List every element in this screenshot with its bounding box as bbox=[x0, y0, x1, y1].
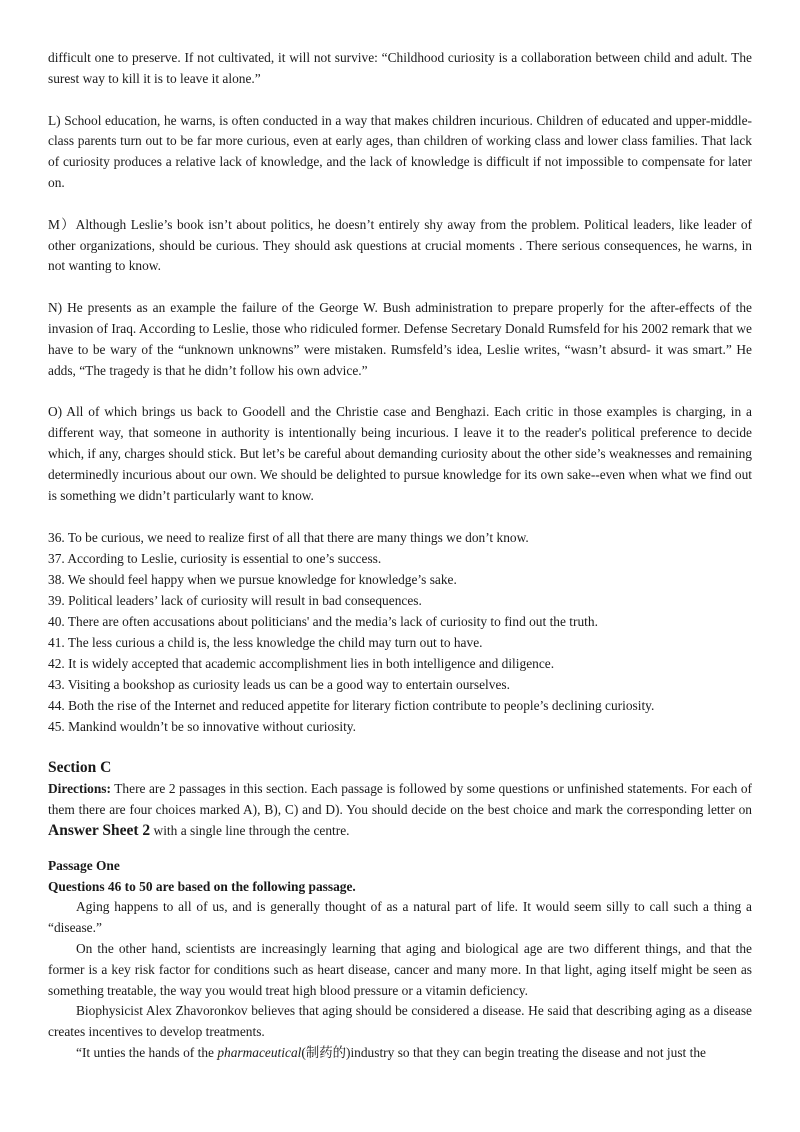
answer-sheet-label: Answer Sheet 2 bbox=[48, 822, 151, 839]
paragraph-4-start: “It unties the hands of the bbox=[76, 1044, 218, 1060]
passage-paragraph-3: Biophysicist Alex Zhavoronkov believes that aging should be considered a disease. He said that describing aging as a disease creates incentives to develop treatments. bbox=[48, 1003, 752, 1040]
intro-paragraph: difficult one to preserve. If not cultivated, it will not survive: “Childhood curiosity is a collaboration between child and adult. The surest way to kill it is to leave it alone.” bbox=[48, 50, 752, 86]
statement-44: 44. Both the rise of the Internet and reduced appetite for literary fiction contribute to people’s declining curiosity. bbox=[48, 697, 655, 713]
statement-list bbox=[48, 528, 752, 737]
pharmaceutical-term: pharmaceutical bbox=[217, 1044, 302, 1060]
paragraph-n: N) He presents as an example the failure of the George W. Bush administration to prepare properly for the after-effects of the invasion of Iraq. According to Leslie, those who ridiculed former. Defense Secretary Donald Rumsfeld for his 2002 remark that we have to be wary of the “unknown unknowns” were mistaken. Rumsfeld’s idea, Leslie writes, “wasn’t absurd- it was smart.” He adds, “The tragedy is that he didn’t follow his own advice.” bbox=[48, 300, 752, 378]
statement-41: 41. The less curious a child is, the less knowledge the child may turn out to have. bbox=[48, 634, 483, 650]
directions-end: with a single line through the centre. bbox=[150, 823, 350, 838]
passage-paragraph-1: Aging happens to all of us, and is generally thought of as a natural part of life. It would seem silly to call such a thing a “disease.” bbox=[48, 899, 752, 936]
statement-36: 36. To be curious, we need to realize first of all that there are many things we don’t know. bbox=[48, 530, 529, 546]
statement-43: 43. Visiting a bookshop as curiosity leads us can be a good way to entertain ourselves. bbox=[48, 676, 510, 692]
statement-37: 37. According to Leslie, curiosity is essential to one’s success. bbox=[48, 551, 382, 567]
statement-42: 42. It is widely accepted that academic accomplishment lies in both intelligence and diligence. bbox=[48, 655, 555, 671]
directions-label: Directions: bbox=[48, 781, 111, 797]
document-page bbox=[48, 48, 752, 1064]
statement-38: 38. We should feel happy when we pursue knowledge for knowledge’s sake. bbox=[48, 572, 457, 588]
paragraph-4-end: (制药的)industry so that they can begin treating the disease and not just the bbox=[301, 1044, 706, 1060]
passage-paragraph-4 bbox=[48, 1043, 752, 1064]
statement-45: 45. Mankind wouldn’t be so innovative without curiosity. bbox=[48, 718, 356, 734]
paragraph-l: L) School education, he warns, is often conducted in a way that makes children incurious. Children of educated and upper-middle-class parents turn out to be far more curious, even at early ages, than children of working class and lower class families. That lack of curiosity produces a relative lack of knowledge, and the lack of knowledge is difficult if not impossible to compensate for later on. bbox=[48, 112, 752, 190]
passage-title: Passage One bbox=[48, 857, 120, 873]
paragraph-o: O) All of which brings us back to Goodell and the Christie case and Benghazi. Each critic in those examples is charging, in a different way, that someone in authority is intentionally being incurious. I leave it to the reader's political preference to decide which, if any, charges should stick. But let’s be careful about demanding curiosity about the other side’s weaknesses and remaining determinedly incurious about our own. We should be delighted to pursue knowledge for its own sake--even when what we find out is something we didn’t particularly want to know. bbox=[48, 404, 752, 503]
questions-note: Questions 46 to 50 are based on the following passage. bbox=[48, 878, 356, 894]
section-c-heading: Section C bbox=[48, 759, 112, 777]
paragraph-m: M）Although Leslie’s book isn’t about politics, he doesn’t entirely shy away from the problem. Political leaders, like leader of other organizations, should be curious. They should ask questions at crucial moments . There serious consequences, he warns, in not wanting to know. bbox=[48, 216, 752, 274]
statement-40: 40. There are often accusations about politicians' and the media’s lack of curiosity to find out the truth. bbox=[48, 613, 598, 629]
directions-paragraph bbox=[48, 779, 752, 841]
directions-text: There are 2 passages in this section. Each passage is followed by some questions or unfinished statements. For each of them there are four choices marked A), B), C) and D). You should decide on the best choice and mark the corresponding letter on bbox=[48, 781, 752, 818]
passage-paragraph-2: On the other hand, scientists are increasingly learning that aging and biological age are two different things, and that the former is a key risk factor for conditions such as heart disease, cancer and many more. In that light, aging itself might be seen as something treatable, the way you would treat high blood pressure or a vitamin deficiency. bbox=[48, 940, 752, 998]
statement-39: 39. Political leaders’ lack of curiosity will result in bad consequences. bbox=[48, 593, 422, 609]
